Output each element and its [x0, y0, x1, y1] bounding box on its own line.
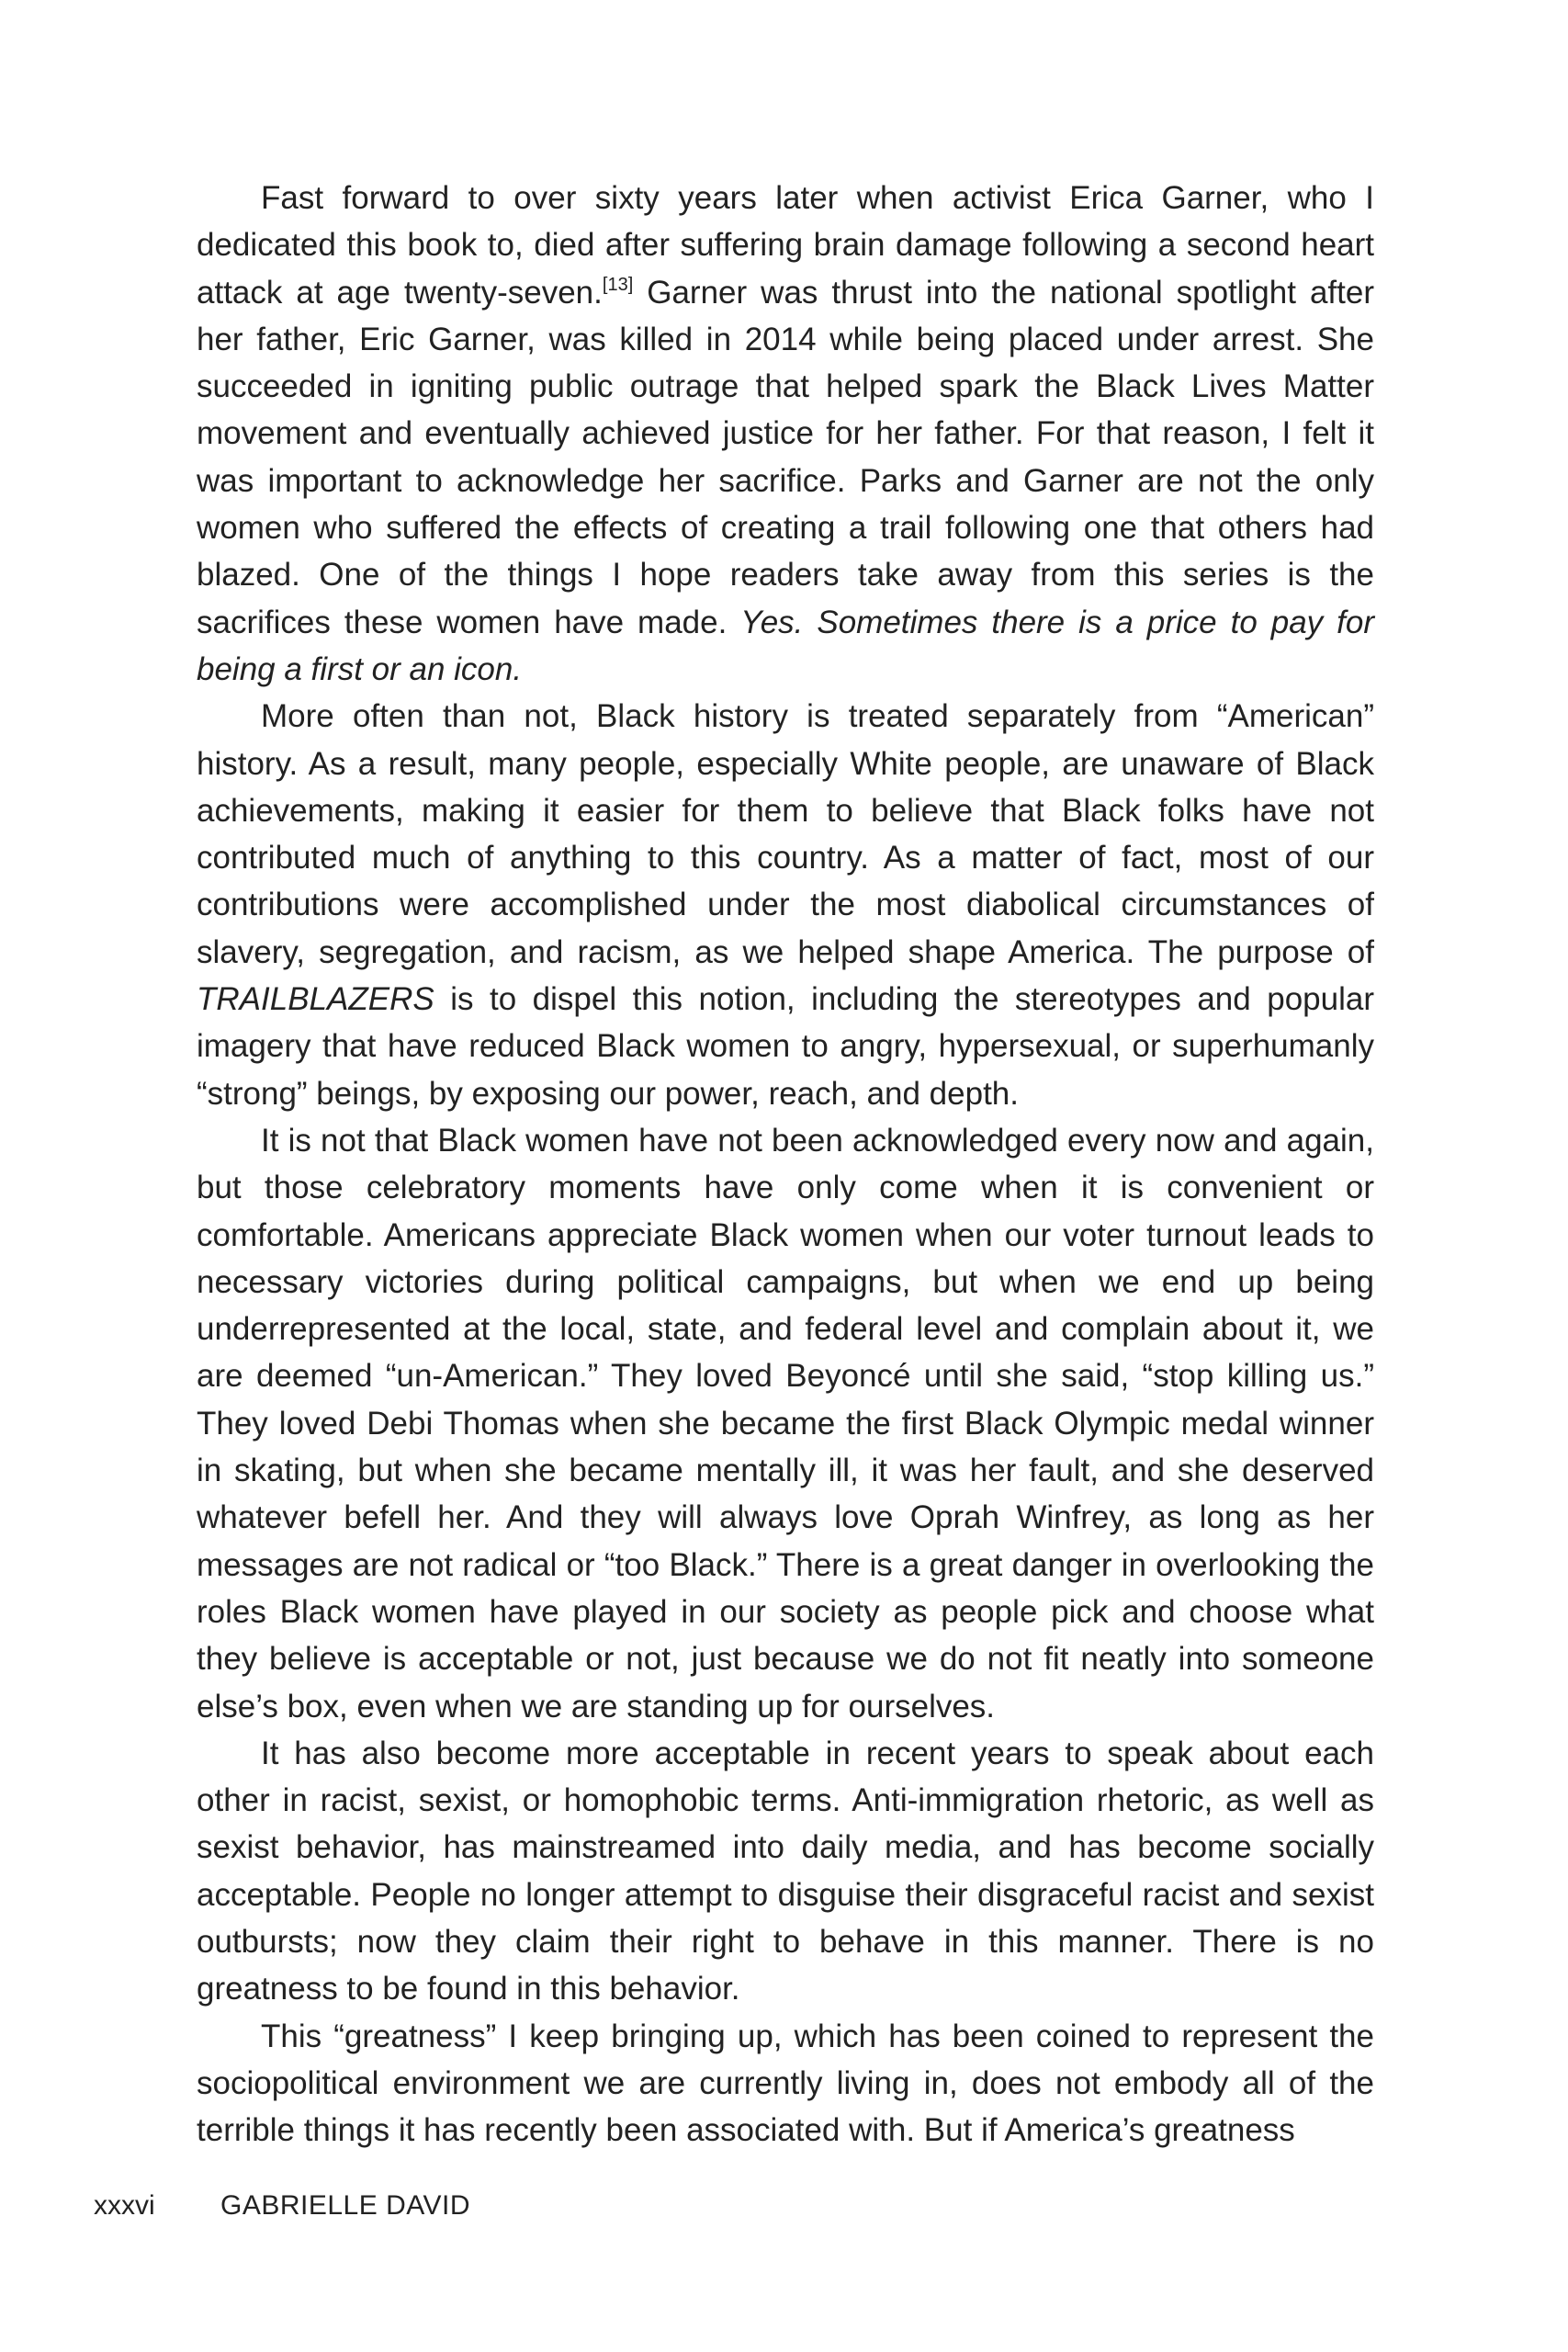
italic-book-title: TRAILBLAZERS — [197, 981, 434, 1018]
paragraph — [197, 175, 1374, 693]
paragraph-text: Garner was thrust into the national spotlight after her father, Eric Garner, was killed in 2014 while being placed under arrest. She succeeded in igniting public outrage that helped spark the Black Lives Matter movement and eventually achieved justice for her father. For that reason, I felt it was important to acknowledge her sacrifice. Parks and Garner are not the only women who suffered the effects of creating a trail following one that others had blazed. One of the things I hope readers take away from this series is the sacrifices these women have made. — [197, 274, 1374, 640]
running-footer-author: GABRIELLE DAVID — [220, 2190, 471, 2221]
paragraph: This “greatness” I keep bringing up, which has been coined to represent the sociopolitical environment we are currently living in, does not embody all of the terrible things it has recently been associated with. But if America’s greatness — [197, 2018, 1374, 2149]
italic-text: Yes. Sometimes there is a price to pay for being a first or an icon. — [197, 604, 1374, 687]
paragraph-text: is to dispel this notion, including the stereotypes and popular imagery that have reduced Black women to angry, hypersexual, or superhumanly “strong” beings, by exposing our power, reach, and depth. — [197, 981, 1374, 1112]
paragraph — [197, 693, 1374, 1117]
page-footer — [94, 2190, 470, 2222]
page-number: xxxvi — [94, 2190, 155, 2221]
paragraph: It has also become more acceptable in recent years to speak about each other in racist, sexist, or homophobic terms. Anti-immigration rhetoric, as well as sexist behavior, has mainstreamed into daily media, and has become socially acceptable. People no longer attempt to disguise their disgraceful racist and sexist outbursts; now they claim their right to behave in this manner. There is no greatness to be found in this behavior. — [197, 1735, 1374, 2007]
body-text — [197, 175, 1374, 2154]
footnote-marker: [13] — [602, 274, 634, 295]
paragraph-text: More often than not, Black history is treated separately from “American” history. As a result, many people, especially White people, are unaware of Black achievements, making it easier for them to believe that Black folks have not contributed much of anything to this country. As a matter of fact, most of our contributions were accomplished under the most diabolical circumstances of slavery, segregation, and racism, as we helped shape America. The purpose of — [197, 698, 1374, 970]
paragraph: It is not that Black women have not been acknowledged every now and again, but those celebratory moments have only come when it is convenient or comfortable. Americans appreciate Black women when our voter turnout leads to necessary victories during political campaigns, but when we end up being underrepresented at the local, state, and federal level and complain about it, we are deemed “un-American.” They loved Beyoncé until she said, “stop killing us.” They loved Debi Thomas when she became the first Black Olympic medal winner in skating, but when she became mentally ill, it was her fault, and she deserved whatever befell her. And they will always love Oprah Winfrey, as long as her messages are not radical or “too Black.” There is a great danger in overlooking the roles Black women have played in our society as people pick and choose what they believe is acceptable or not, just because we do not fit neatly into someone else’s box, even when we are standing up for ourselves. — [197, 1122, 1374, 1724]
paragraph-text: Fast forward to over sixty years later when activist Erica Garner, who I dedicated this book to, died after suffering brain damage following a second heart attack at age twenty-seven. — [197, 180, 1374, 311]
